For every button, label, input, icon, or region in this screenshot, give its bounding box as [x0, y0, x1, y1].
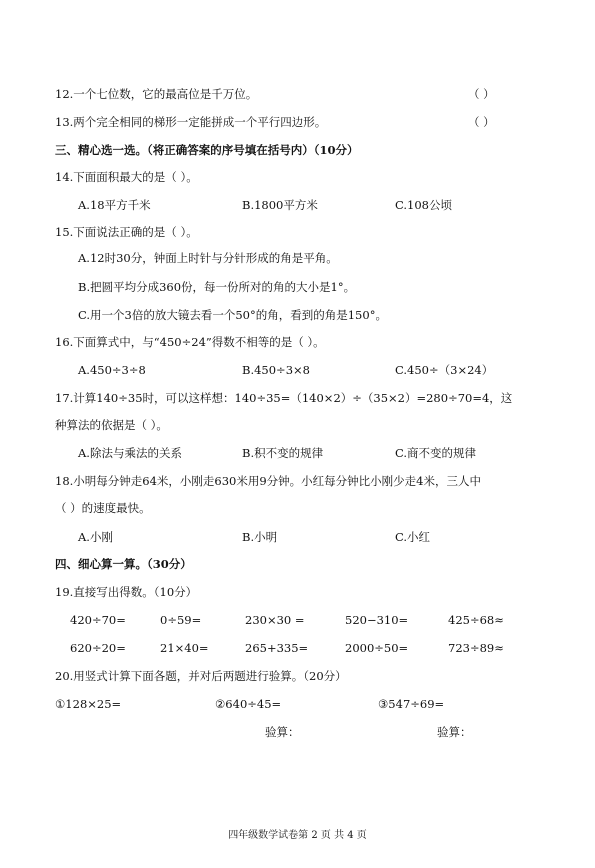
q14-stem: 14.下面面积最大的是（ ）。: [55, 170, 198, 184]
q19-item: 2000÷50=: [345, 641, 409, 655]
section-4-heading: 四、细心算一算。（30分）: [55, 557, 192, 571]
q14-option-b: B.1800平方米: [242, 198, 318, 212]
q20-check-label: 验算：: [265, 725, 300, 739]
q12-answer-blank[interactable]: （ ）: [468, 87, 495, 101]
q16-stem: 16.下面算式中，与“450÷24”得数不相等的是（ ）。: [55, 335, 325, 349]
q13-text: 13.两个完全相同的梯形一定能拼成一个平行四边形。: [55, 115, 327, 129]
q20-item-1: ①128×25=: [55, 697, 122, 711]
q15-stem: 15.下面说法正确的是（ ）。: [55, 225, 198, 239]
q15-option-c: C.用一个3倍的放大镜去看一个50°的角，看到的角是150°。: [78, 308, 387, 322]
section-3-heading: 三、精心选一选。（将正确答案的序号填在括号内）（10分）: [55, 143, 359, 157]
page-footer: 四年级数学试卷第 2 页 共 4 页: [228, 830, 367, 841]
q19-item: 520−310=: [345, 613, 409, 627]
q19-item: 0÷59=: [160, 613, 202, 627]
q16-option-b: B.450÷3×8: [242, 363, 310, 377]
q19-item: 420÷70=: [70, 613, 126, 627]
q16-option-c: C.450÷（3×24）: [395, 363, 494, 377]
q19-stem: 19.直接写出得数。（10分）: [55, 585, 198, 599]
q17-line-2: 种算法的依据是（ ）。: [55, 418, 168, 432]
q19-item: 723÷89≈: [448, 641, 504, 655]
q15-option-a: A.12时30分，钟面上时针与分针形成的角是平角。: [78, 251, 338, 265]
q19-item: 620÷20=: [70, 641, 126, 655]
q19-item: 425÷68≈: [448, 613, 504, 627]
q17-line-1: 17.计算140÷35时，可以这样想：140÷35=（140×2）÷（35×2）=280÷70=4，这: [55, 391, 513, 405]
q18-line-1: 18.小明每分钟走64米，小刚走630米用9分钟。小红每分钟比小刚少走4米，三人中: [55, 474, 482, 488]
q18-option-b: B.小明: [242, 530, 278, 544]
q19-item: 21×40=: [160, 641, 209, 655]
q15-option-b: B.把圆平均分成360份，每一份所对的角的大小是1°。: [78, 280, 356, 294]
q20-stem: 20.用竖式计算下面各题，并对后两题进行验算。（20分）: [55, 669, 347, 683]
q17-option-a: A.除法与乘法的关系: [78, 446, 182, 460]
q12-text: 12.一个七位数，它的最高位是千万位。: [55, 87, 258, 101]
q17-option-c: C.商不变的规律: [395, 446, 477, 460]
q18-line-2: （ ）的速度最快。: [55, 501, 151, 515]
q13-answer-blank[interactable]: （ ）: [468, 115, 495, 129]
q19-item: 230×30 =: [245, 613, 305, 627]
q14-option-c: C.108公顷: [395, 198, 452, 212]
q19-item: 265+335=: [245, 641, 309, 655]
q20-check-label: 验算：: [437, 725, 472, 739]
q14-option-a: A.18平方千米: [78, 198, 151, 212]
q20-item-2: ②640÷45=: [215, 697, 282, 711]
q18-option-c: C.小红: [395, 530, 431, 544]
q20-item-3: ③547÷69=: [378, 697, 445, 711]
q16-option-a: A.450÷3÷8: [78, 363, 146, 377]
q18-option-a: A.小刚: [78, 530, 113, 544]
q17-option-b: B.积不变的规律: [242, 446, 324, 460]
